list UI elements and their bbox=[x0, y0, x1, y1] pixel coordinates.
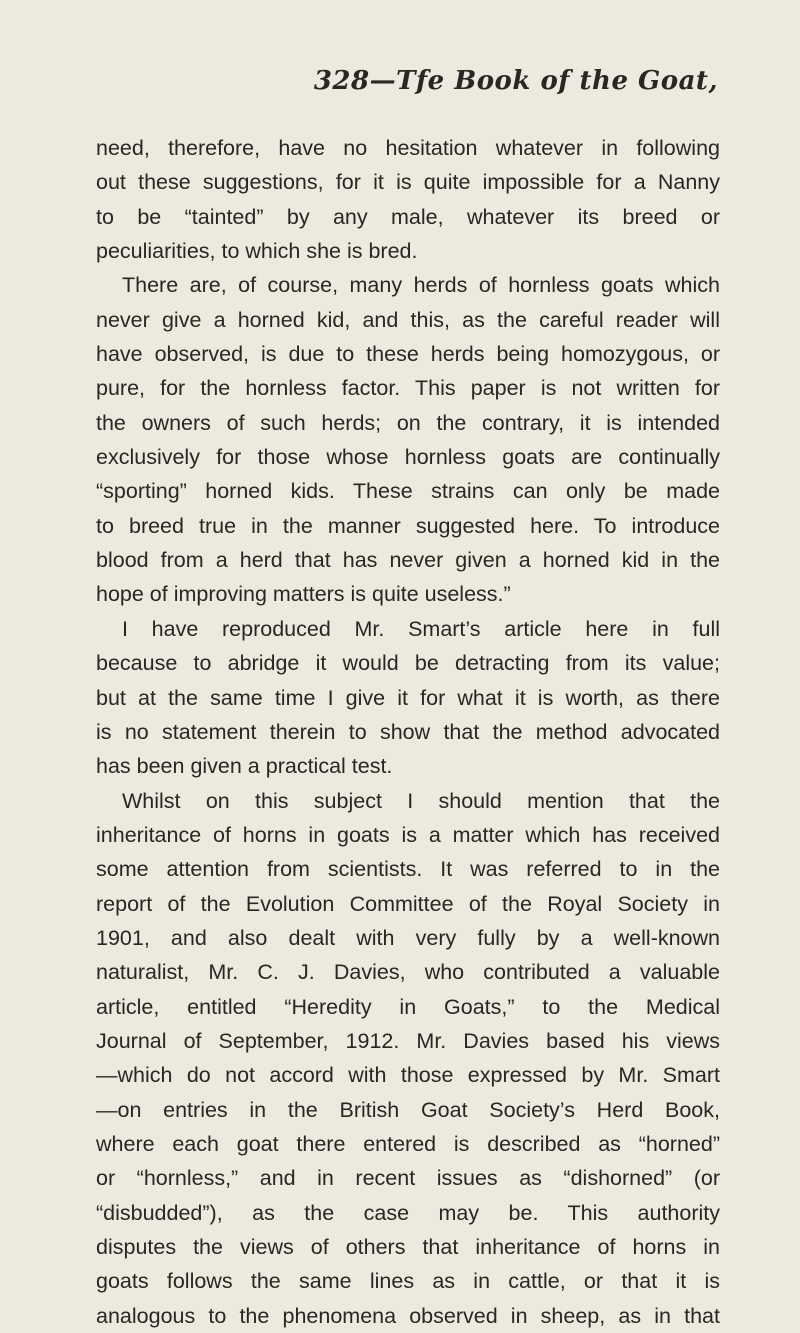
text-line: blood from a herd that has never given a horned kid in the bbox=[96, 548, 720, 573]
text-line: have observed, is due to these herds being homozygous, or bbox=[96, 342, 720, 367]
text-line: but at the same time I give it for what it is worth, as there bbox=[96, 685, 720, 710]
text-line: article, entitled “Heredity in Goats,” to the Medical bbox=[96, 994, 720, 1019]
text-line: to be “tainted” by any male, whatever its breed or bbox=[96, 204, 720, 229]
text-line: analogous to the phenomena observed in sheep, as in that bbox=[96, 1303, 720, 1328]
text-line: I have reproduced Mr. Smart’s article here in full bbox=[122, 616, 720, 641]
text-line: some attention from scientists. It was referred to in the bbox=[96, 857, 720, 882]
text-line: —on entries in the British Goat Society’s Herd Book, bbox=[96, 1097, 720, 1122]
text-line: need, therefore, have no hesitation whatever in following bbox=[96, 136, 720, 160]
text-line: to breed true in the manner suggested here. To introduce bbox=[96, 513, 720, 538]
text-line: or “hornless,” and in recent issues as “dishorned” (or bbox=[96, 1166, 720, 1191]
text-line: 1901, and also dealt with very fully by a well-known bbox=[96, 925, 720, 950]
text-line: is no statement therein to show that the method advocated bbox=[96, 719, 720, 744]
text-line: naturalist, Mr. C. J. Davies, who contributed a valuable bbox=[96, 960, 720, 985]
text-line: —which do not accord with those expressed by Mr. Smart bbox=[96, 1063, 720, 1088]
text-line: Journal of September, 1912. Mr. Davies based his views bbox=[96, 1028, 720, 1053]
text-line: the owners of such herds; on the contrary, it is intended bbox=[96, 410, 720, 435]
text-line: “disbudded”), as the case may be. This authority bbox=[96, 1200, 720, 1225]
running-head: 328—Tfe Book of the Goat, bbox=[313, 66, 718, 96]
text-line: pure, for the hornless factor. This paper is not written for bbox=[96, 376, 720, 401]
text-line: “sporting” horned kids. These strains can only be made bbox=[96, 479, 720, 504]
text-line: exclusively for those whose hornless goats are continually bbox=[96, 445, 720, 470]
text-line: goats follows the same lines as in cattle, or that it is bbox=[96, 1269, 720, 1294]
text-line: because to abridge it would be detracting from its value; bbox=[96, 651, 720, 676]
text-line: Whilst on this subject I should mention that the bbox=[122, 788, 720, 813]
text-line: has been given a practical test. bbox=[96, 754, 393, 779]
text-line: report of the Evolution Committee of the Royal Society in bbox=[96, 891, 720, 916]
text-line: disputes the views of others that inheritance of horns in bbox=[96, 1235, 720, 1259]
text-line: out these suggestions, for it is quite impossible for a Nanny bbox=[96, 170, 720, 195]
body-text bbox=[96, 131, 720, 1333]
text-line: inheritance of horns in goats is a matter which has received bbox=[96, 822, 720, 847]
text-line: never give a horned kid, and this, as the careful reader will bbox=[96, 307, 720, 332]
text-line: There are, of course, many herds of hornless goats which bbox=[122, 273, 720, 298]
text-line: peculiarities, to which she is bred. bbox=[96, 239, 418, 264]
text-line: hope of improving matters is quite useless.” bbox=[96, 582, 511, 607]
text-line: where each goat there entered is described as “horned” bbox=[96, 1131, 720, 1156]
